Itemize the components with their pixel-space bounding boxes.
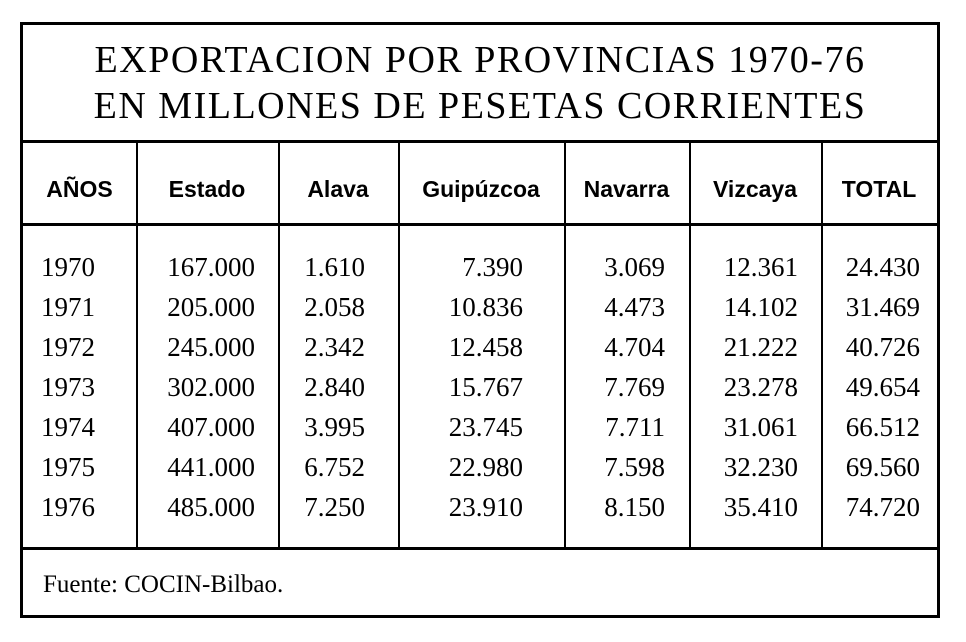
table-frame bbox=[20, 22, 940, 618]
cell-vizcaya: 21.222 bbox=[723, 332, 798, 362]
cell-guipuzcoa: 23.745 bbox=[448, 412, 523, 442]
cell-guipuzcoa: 7.390 bbox=[462, 252, 523, 282]
column-header-estado: Estado bbox=[168, 176, 246, 202]
cell-alava: 3.995 bbox=[304, 412, 365, 442]
cell-anos: 1970 bbox=[41, 252, 95, 282]
cell-anos: 1972 bbox=[41, 332, 95, 362]
cell-vizcaya: 31.061 bbox=[723, 412, 798, 442]
column-header-navarra: Navarra bbox=[583, 176, 670, 202]
cell-estado: 407.000 bbox=[167, 412, 255, 442]
cell-total: 74.720 bbox=[845, 492, 920, 522]
title-divider bbox=[23, 140, 937, 143]
table-row bbox=[23, 327, 937, 367]
table-row bbox=[23, 247, 937, 287]
cell-navarra: 7.769 bbox=[604, 372, 665, 402]
table-title bbox=[23, 37, 937, 129]
cell-guipuzcoa: 12.458 bbox=[448, 332, 523, 362]
cell-vizcaya: 12.361 bbox=[723, 252, 798, 282]
footer-divider bbox=[23, 547, 937, 550]
column-header-total: TOTAL bbox=[841, 176, 917, 202]
cell-vizcaya: 35.410 bbox=[723, 492, 798, 522]
cell-alava: 2.342 bbox=[304, 332, 365, 362]
cell-alava: 7.250 bbox=[304, 492, 365, 522]
cell-navarra: 4.473 bbox=[604, 292, 665, 322]
cell-guipuzcoa: 23.910 bbox=[448, 492, 523, 522]
column-header-alava: Alava bbox=[307, 176, 369, 202]
cell-alava: 2.840 bbox=[304, 372, 365, 402]
cell-estado: 167.000 bbox=[167, 252, 255, 282]
cell-navarra: 7.598 bbox=[604, 452, 665, 482]
cell-total: 66.512 bbox=[845, 412, 920, 442]
cell-navarra: 4.704 bbox=[604, 332, 665, 362]
cell-alava: 1.610 bbox=[304, 252, 365, 282]
cell-guipuzcoa: 10.836 bbox=[448, 292, 523, 322]
cell-anos: 1971 bbox=[41, 292, 95, 322]
cell-alava: 6.752 bbox=[304, 452, 365, 482]
source-note: Fuente: COCIN-Bilbao. bbox=[43, 571, 284, 598]
cell-total: 31.469 bbox=[845, 292, 920, 322]
cell-estado: 205.000 bbox=[167, 292, 255, 322]
cell-navarra: 8.150 bbox=[604, 492, 665, 522]
title-line-1: EXPORTACION POR PROVINCIAS 1970-76 bbox=[94, 39, 866, 81]
column-header-anos: AÑOS bbox=[46, 176, 113, 202]
cell-vizcaya: 14.102 bbox=[723, 292, 798, 322]
cell-total: 40.726 bbox=[845, 332, 920, 362]
table-row bbox=[23, 407, 937, 447]
cell-vizcaya: 23.278 bbox=[723, 372, 798, 402]
cell-anos: 1973 bbox=[41, 372, 95, 402]
cell-navarra: 3.069 bbox=[604, 252, 665, 282]
cell-anos: 1975 bbox=[41, 452, 95, 482]
title-line-2: EN MILLONES DE PESETAS CORRIENTES bbox=[93, 85, 867, 127]
cell-vizcaya: 32.230 bbox=[723, 452, 798, 482]
cell-estado: 441.000 bbox=[167, 452, 255, 482]
column-header-vizcaya: Vizcaya bbox=[713, 176, 797, 202]
cell-total: 49.654 bbox=[845, 372, 920, 402]
cell-estado: 485.000 bbox=[167, 492, 255, 522]
cell-estado: 302.000 bbox=[167, 372, 255, 402]
cell-total: 24.430 bbox=[845, 252, 920, 282]
cell-guipuzcoa: 22.980 bbox=[448, 452, 523, 482]
cell-estado: 245.000 bbox=[167, 332, 255, 362]
cell-anos: 1976 bbox=[41, 492, 95, 522]
table-row bbox=[23, 287, 937, 327]
cell-total: 69.560 bbox=[845, 452, 920, 482]
table-row bbox=[23, 447, 937, 487]
cell-guipuzcoa: 15.767 bbox=[448, 372, 523, 402]
column-header-guipuzcoa: Guipúzcoa bbox=[422, 176, 540, 202]
table-row bbox=[23, 487, 937, 527]
cell-navarra: 7.711 bbox=[605, 412, 665, 442]
cell-anos: 1974 bbox=[41, 412, 95, 442]
cell-alava: 2.058 bbox=[304, 292, 365, 322]
table-row bbox=[23, 367, 937, 407]
